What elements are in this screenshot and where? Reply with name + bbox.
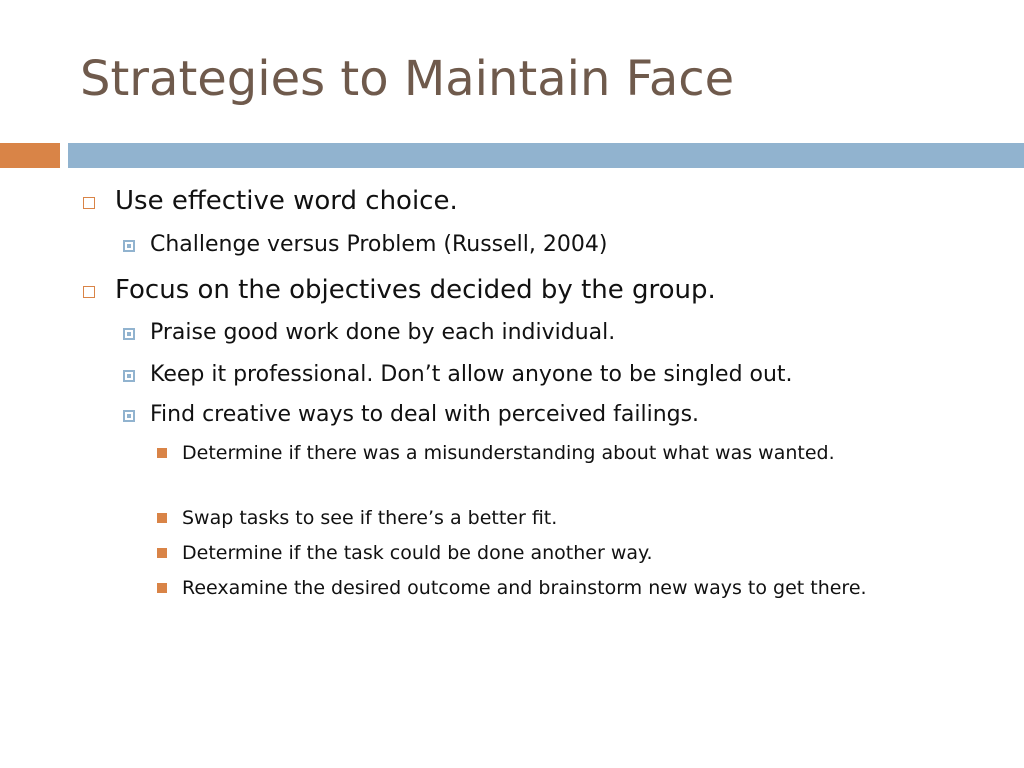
bullet-item-level-3: [182, 575, 972, 602]
bullet-item-level-1: [115, 275, 716, 305]
bullet-item-level-3: [182, 440, 972, 467]
bullet-text: Find creative ways to deal with perceived failings.: [150, 402, 700, 427]
bullet-item-level-2: [150, 402, 699, 428]
bullet-text: Determine if the task could be done another way.: [182, 542, 653, 564]
bullet-item-level-1: [115, 186, 458, 216]
filled-square-icon: [157, 448, 167, 458]
bullet-text: Praise good work done by each individual.: [150, 320, 616, 345]
slide-title: Strategies to Maintain Face: [80, 51, 735, 107]
bullet-text: Swap tasks to see if there’s a better fit.: [182, 507, 558, 529]
hollow-square-icon: [83, 197, 95, 209]
bullet-text: Keep it professional. Don’t allow anyone to be singled out.: [150, 362, 793, 387]
bullet-text: Focus on the objectives decided by the group.: [115, 275, 716, 305]
filled-square-icon: [157, 513, 167, 523]
framed-square-icon: [123, 240, 135, 252]
bullet-item-level-2: [150, 232, 607, 258]
filled-square-icon: [157, 548, 167, 558]
bullet-text: Reexamine the desired outcome and brainstorm new ways to get there.: [182, 577, 867, 599]
bullet-text: Determine if there was a misunderstanding about what was wanted.: [182, 442, 835, 464]
bullet-item-level-3: [182, 505, 972, 532]
accent-bar-blue: [68, 143, 1024, 168]
framed-square-icon: [123, 410, 135, 422]
accent-bar-orange: [0, 143, 60, 168]
hollow-square-icon: [83, 286, 95, 298]
bullet-text: Use effective word choice.: [115, 186, 458, 216]
framed-square-icon: [123, 370, 135, 382]
bullet-item-level-3: [182, 540, 972, 567]
filled-square-icon: [157, 583, 167, 593]
bullet-item-level-2: [150, 362, 793, 388]
framed-square-icon: [123, 328, 135, 340]
bullet-text: Challenge versus Problem (Russell, 2004): [150, 232, 608, 257]
bullet-item-level-2: [150, 320, 615, 346]
